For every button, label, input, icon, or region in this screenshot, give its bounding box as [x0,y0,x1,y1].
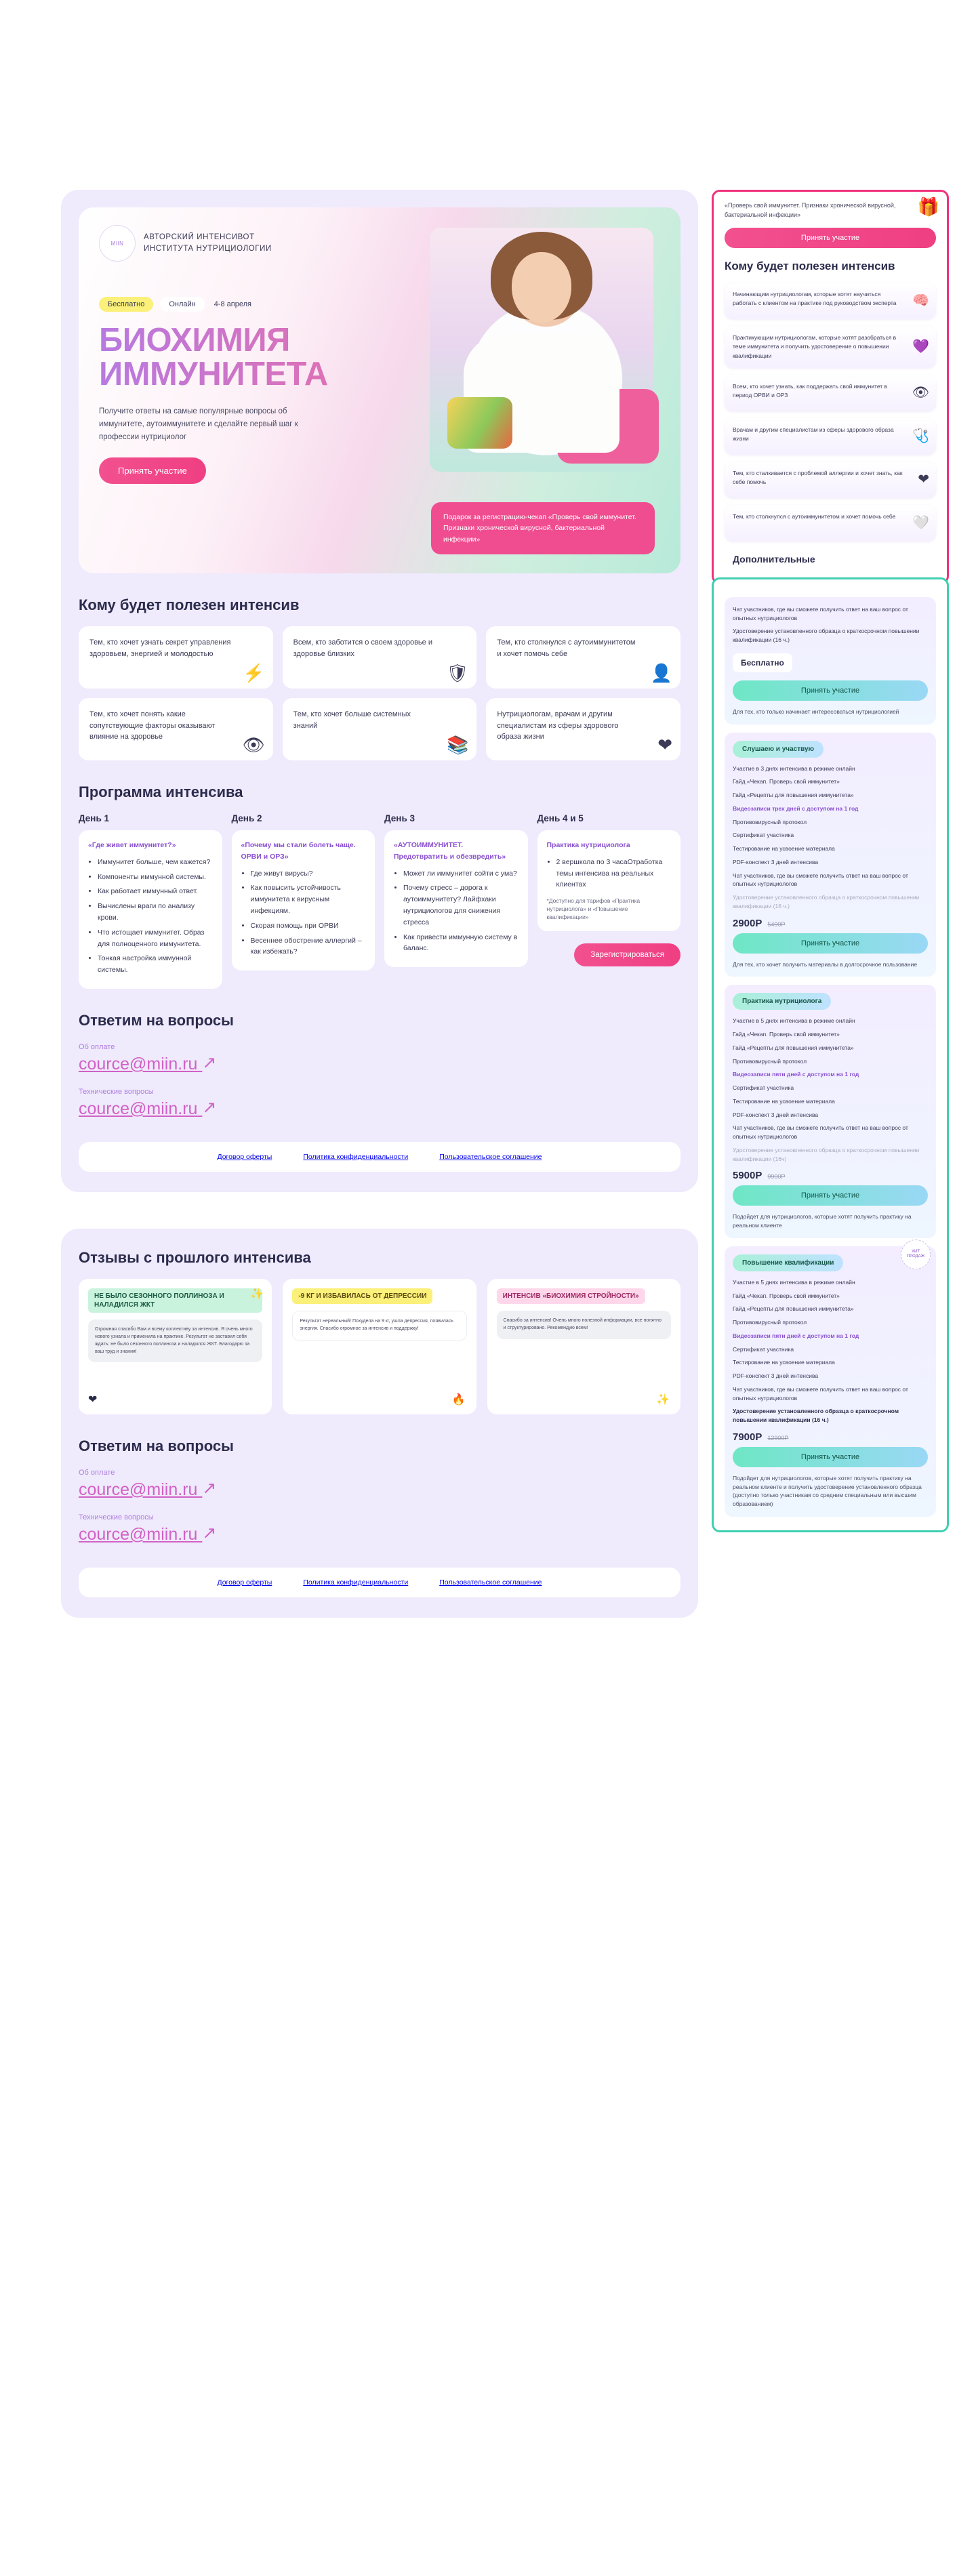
stethoscope-icon: 🩺 [912,428,929,444]
day-head: День 4 и 5 [537,813,584,823]
tariff-item: PDF-конспект 3 дней интенсива [733,1372,819,1380]
main-card [61,190,698,1192]
brand-logo-icon: MIIN [99,225,136,262]
day-item: • 2 вершкола по 3 часаОтработка темы интенсива на реальных клиентах [556,857,672,891]
brand-line-2: ИНСТИТУТА НУТРИЦИОЛОГИИ [144,245,272,253]
program-days-grid [79,813,680,989]
panel-top-note: «Проверь свой иммунитет. Признаки хронической вирусной, бактериальной инфекции» [725,202,896,218]
badge-free: Бесплатно [99,297,153,312]
tariff-footnote: Для тех, кто хочет получить материалы в долгосрочное пользование [733,960,918,968]
day-item: • Вычислены враги по анализу крови. [98,901,213,924]
arrow-up-right-icon: ↗ [202,1478,217,1498]
day-item: • Как привести иммунную систему в баланс. [403,932,518,955]
extra-title: Дополнительные [725,548,824,570]
day-item: • Тонкая настройка иммунной системы. [98,953,213,976]
tariff-name: Практика нутрициолога [733,993,831,1010]
gift-icon: 🎁 [917,197,939,217]
free-bullet: Удостоверение установленного образца о краткосрочном повышении квалификации (16 ч.) [733,628,920,644]
who-card-text: Нутрициологам, врачам и другим специалистам из сферы здорового образа жизни [497,710,619,741]
sparkle-icon: ✨ [656,1393,670,1406]
arrow-up-right-icon: ↗ [202,1523,217,1542]
questions-title: Ответим на вопросы [79,1011,234,1029]
landing-page-column [61,190,698,1618]
review-body: Спасибо за интенсив! Очень много полезной информации, все понятно и структурировано. Рекомендую всем! [497,1311,671,1339]
face-shape [512,252,571,323]
panel-who-card [725,505,936,541]
hero-title-line-2: ИММУНИТЕТА [99,355,328,392]
panel-who-card [725,283,936,319]
tariff-item: Противовирусный протокол [733,818,807,825]
tariff-name: Повышение квалификации [733,1254,843,1271]
program-day-3 [384,813,528,967]
tariff-free [725,597,936,724]
tariff-item: Противовирусный протокол [733,1319,807,1326]
day-item: • Иммунитет больше, чем кажется? [98,857,213,868]
tariff-item: Гайд «Чекап. Проверь свой иммунитет» [733,1031,840,1038]
arrow-up-right-icon: ↗ [202,1052,217,1072]
tech-email-link-2[interactable] [79,1524,216,1545]
tech-questions-label: Технические вопросы [79,1087,154,1096]
footer-link-offer-2[interactable]: Договор оферты [217,1578,272,1587]
payment-email-link-2[interactable] [79,1479,216,1500]
who-card-text: Тем, кто хочет узнать секрет управления здоровьем, энергией и молодостью [89,638,231,658]
person-icon: 👤 [650,663,672,683]
books-icon: 📚 [446,735,469,755]
reviews-card [61,1229,698,1618]
tariff-item-highlight: Видеозаписи трех дней с доступом на 1 год [733,804,859,812]
program-section-title: Программа интенсива [79,783,243,800]
day-card [79,830,222,989]
tariff-item-bold: Удостоверение установленного образца о краткосрочном повышении квалификации (16 ч.) [733,1408,899,1424]
day-card [384,830,528,967]
tariff-item: Сертификат участника [733,1345,794,1353]
day-item: • Компоненты иммунной системы. [98,872,213,883]
tariff-name: Слушаею и участвую [733,741,824,758]
review-tag: НЕ БЫЛО СЕЗОННОГО ПОЛЛИНОЗА И НАЛАДИЛСЯ ЖКТ [88,1288,262,1313]
purple-heart-icon: 💜 [912,339,929,354]
tariff-footnote: Подойдет для нутрициологов, которые хотят получить практику на реальном клиенте [733,1213,912,1229]
day-question: «АУТОИММУНИТЕТ. Предотвратить и обезвредить» [394,841,506,861]
badge-date: 4-8 апреля [214,300,251,308]
review-card [79,1279,272,1414]
who-section-title: Кому будет полезен интенсив [79,596,300,613]
shield-icon: 🛡 [446,663,469,683]
reviews-title: Отзывы с прошлого интенсива [79,1248,311,1266]
program-day-4-5 [537,813,681,966]
tariff-item: Чат участников, где вы сможете получить ответ на ваш вопрос от опытных нутрициологов [733,1124,908,1141]
review-tag: -9 КГ И ИЗБАВИЛАСЬ ОТ ДЕПРЕССИИ [292,1288,432,1304]
footer-link-terms[interactable]: Пользовательское соглашение [439,1152,542,1161]
review-card [283,1279,476,1414]
heart-icon: ❤ [918,472,929,487]
tariff-listen [725,733,936,977]
footer-link-privacy[interactable]: Политика конфиденциальности [303,1152,409,1161]
register-button[interactable]: Зарегистрироваться [574,943,680,966]
day-item: • Как работает иммунный ответ. [98,886,213,897]
tariff-qualification [725,1246,936,1517]
panel-top-cta[interactable]: Принять участие [725,228,936,248]
day-question: «Где живет иммунитет?» [88,841,176,849]
day-card [537,830,681,931]
reviews-grid [79,1279,680,1414]
panel-who-text: Всем, кто хочет узнать, как поддержать свой иммунитет в период ОРВИ и ОРЗ [733,382,888,398]
day-head: День 3 [384,813,415,823]
heart-icon: ❤ [657,735,672,755]
tariff-price-old: 5490Р [767,920,786,928]
selected-region-pink [712,190,949,584]
footer [79,1142,680,1172]
tariff-cta-button[interactable]: Принять участие [733,1447,928,1467]
footer-2 [79,1568,680,1597]
who-card-text: Тем, кто столкнулся с аутоиммунитетом и хочет помочь себе [497,638,636,658]
payment-questions-label: Об оплате [79,1042,115,1051]
review-tag: ИНТЕНСИВ «БИОХИМИЯ СТРОЙНОСТИ» [497,1288,645,1304]
tariff-item: Сертификат участника [733,832,794,839]
selected-region-teal [712,577,949,1532]
tariff-item: Участие в 5 днях интенсива в режиме онлайн [733,1278,855,1286]
day-items [394,868,518,955]
who-card-text: Всем, кто заботится о своем здоровье и здоровье близких [293,638,432,658]
panel-who-text: Практикующим нутрициологам, которые хотят разобраться в теме иммунитета и получить удостоверение о повышении квалификации [733,334,897,359]
who-card-text: Тем, кто хочет понять какие сопутствующие факторы оказывают влияние на здоровье [89,710,216,741]
day-card [232,830,375,970]
lightning-icon: ⚡ [243,663,265,683]
free-footnote: Для тех, кто только начинает интересоваться нутрициологией [733,708,899,715]
tariff-cta-button[interactable]: Принять участие [733,1185,928,1206]
panel-who-card [725,418,936,455]
who-card [486,626,680,689]
panel-who-card [725,462,936,498]
selection-panel-column [712,190,949,1532]
hero-section [79,207,680,573]
tariff-item: Тестирование на усвоение материала [733,845,835,853]
panel-who-text: Врачам и другим специалистам из сферы здорового образа жизни [733,426,894,442]
day-head: День 1 [79,813,110,823]
tariff-price-row [733,1170,928,1181]
day-item: • Скорая помощь при ОРВИ [251,920,366,932]
tariff-item: Гайд «Чекап. Проверь свой иммунитет» [733,778,840,785]
day-items [547,857,672,891]
panel-who-text: Тем, кто столкнулся с аутоиммунитетом и хочет помочь себе [733,512,896,520]
program-day-1 [79,813,222,989]
day-head: День 2 [231,813,262,823]
tariff-item: Сертификат участника [733,1084,794,1092]
free-cta-button[interactable]: Принять участие [733,680,928,701]
free-price-label: Бесплатно [733,653,792,672]
payment-email-text: cource@miin.ru [79,1054,198,1074]
payment-email-text-2: cource@miin.ru [79,1479,198,1499]
day-note: *Доступно для тарифов «Практика нутрициолога» и «Повышение квалификации» [546,897,640,920]
day-items [88,857,213,976]
tariff-item: Участие в 5 днях интенсива в режиме онлайн [733,1017,855,1025]
tariff-item: Чат участников, где вы сможете получить ответ на ваш вопрос от опытных нутрициологов [733,1385,908,1402]
tariff-item: Гайд «Рецепты для повышения иммунитета» [733,1044,854,1051]
tech-email-link[interactable] [79,1099,216,1119]
tariff-item-highlight: Видеозаписи пяти дней с доступом на 1 год [733,1071,859,1078]
hero-cta-button[interactable]: Принять участие [99,457,206,484]
tariff-item-highlight: Видеозаписи пяти дней с доступом на 1 год [733,1332,859,1339]
day-item: • Может ли иммунитет сойти с ума? [403,868,518,880]
day-item: • Весеннее обострение аллергий – как избежать? [251,935,366,958]
panel-who-card [725,326,936,368]
panel-who-card [725,375,936,411]
who-cards-grid [79,626,680,760]
white-heart-icon: 🤍 [912,515,929,531]
tariff-item: Тестирование на усвоение материала [733,1359,835,1366]
tariff-price-row [733,918,928,929]
heart-icon: ❤ [88,1393,98,1406]
who-card-text: Тем, кто хочет больше системных знаний [293,710,411,730]
eye-icon: 👁 [242,735,265,755]
free-bullets [733,605,928,645]
tariff-items [733,764,928,911]
eye-icon: 👁 [912,385,929,401]
questions-title-2: Ответим на вопросы [79,1437,234,1454]
panel-who-text: Тем, кто сталкивается с проблемой аллергии и хочет знать, как себе помочь [733,469,903,485]
day-item: • Где живут вирусы? [251,868,366,880]
payment-email-link[interactable] [79,1054,216,1074]
sparkle-icon: ✨ [250,1288,264,1300]
tariff-item: Чат участников, где вы сможете получить ответ на ваш вопрос от опытных нутрициологов [733,872,908,888]
review-body: Результат нереальный! Похудела на 9 кг, ушла депрессия, появилась энергия. Спасибо огромное за интенсив и поддержку! [292,1311,466,1341]
tariff-items [733,1278,928,1425]
hero-subtitle: Получите ответы на самые популярные вопросы об иммунитете, аутоиммунитете и сделайте первый шаг к профессии нутрициолог [99,407,298,441]
hero-photo [430,228,653,472]
who-card [283,698,477,760]
tariff-price: 5900Р [733,1170,762,1182]
tariff-item: Участие в 3 днях интенсива в режиме онлайн [733,764,855,772]
tariff-item: PDF-конспект 3 дней интенсива [733,1111,819,1118]
tariff-price: 2900Р [733,917,762,929]
tariff-items [733,1017,928,1163]
tariff-item: PDF-конспект 3 дней интенсива [733,858,819,865]
tech-email-text: cource@miin.ru [79,1099,198,1118]
badge-online: Онлайн [160,297,204,312]
review-body: Огромная спасибо Вам и всему коллективу за интенсив. Я очень много нового узнала и применила на практике. Результат не заставил себя ждать: не было сезонного поллиноза и наладился ЖКТ. Благодарю за ваш труд и знания! [88,1320,262,1362]
day-item: • Почему стресс – дорога к аутоиммунитету? Лайфхаки нутрициологов для снижения стресса [403,882,518,928]
tariff-price-row [733,1431,928,1443]
tariff-practice [725,985,936,1238]
tariff-item-muted: Удостоверение установленного образца о краткосрочном повышении квалификации (16 ч.) [733,894,920,909]
who-card [79,626,273,689]
tariff-price-old: 12900Р [767,1434,789,1442]
day-item: • Как повысить устойчивость иммунитета к вирусным инфекциям. [251,882,366,916]
tariff-item: Противовирусный протокол [733,1057,807,1065]
fire-icon: 🔥 [451,1393,466,1406]
tariff-footnote: Подойдет для нутрициологов, которые хотят получить практику на реальном клиенте и получить удостоверение установленного образца (доступно только участникам со средним специальным или высшим образованием) [733,1474,922,1508]
footer-link-terms-2[interactable]: Пользовательское соглашение [439,1578,542,1587]
arrow-up-right-icon: ↗ [202,1097,217,1117]
panel-who-title: Кому будет полезен интенсив [725,260,895,272]
day-item: • Что истощает иммунитет. Образ для полноценного иммунитета. [98,927,213,950]
tariff-price: 7900Р [733,1431,762,1443]
tech-questions-label-2: Технические вопросы [79,1513,154,1521]
tariff-item: Гайд «Чекап. Проверь свой иммунитет» [733,1292,840,1299]
vegetables-shape [447,397,512,449]
review-card [487,1279,680,1414]
tariff-item-muted: Удостоверение установленного образца о краткосрочном повышении квалификации (16ч) [733,1146,920,1162]
tariff-item: Гайд «Рецепты для повышения иммунитета» [733,1305,854,1313]
panel-who-text: Начинающим нутрициологам, которые хотят научиться работать с клиентом на практике под руководством эксперта [733,291,897,307]
who-card [283,626,477,689]
tariff-item: Тестирование на усвоение материала [733,1097,835,1105]
brain-icon: 🧠 [912,293,929,308]
day-question: Практика нутрициолога [546,841,630,849]
who-card [486,698,680,760]
free-bullet: Чат участников, где вы сможете получить ответ на ваш вопрос от опытных нутрициологов [733,605,908,621]
footer-link-offer[interactable]: Договор оферты [217,1152,272,1161]
tariff-cta-button[interactable]: Принять участие [733,933,928,954]
payment-questions-label-2: Об оплате [79,1468,115,1477]
bestseller-sticker: ХИТ ПРОДАЖ [901,1240,931,1269]
hero-title-line-1: БИОХИМИЯ [99,322,290,359]
brand-text [144,232,272,255]
gift-note: Подарок за регистрацию-чекап «Проверь свой иммунитет. Признаки хронической вирусной, бактериальной инфекции» [431,502,655,554]
who-card [79,698,273,760]
day-items [241,868,366,958]
day-question: «Почему мы стали болеть чаще. ОРВИ и ОРЗ» [241,841,356,861]
brand-line-1: АВТОРСКИЙ ИНТЕНСИВОТ [144,232,255,241]
tech-email-text-2: cource@miin.ru [79,1524,198,1544]
footer-link-privacy-2[interactable]: Политика конфиденциальности [303,1578,409,1587]
program-day-2 [232,813,375,970]
tariff-price-old: 9900Р [767,1173,786,1181]
tariff-item: Гайд «Рецепты для повышения иммунитета» [733,792,854,799]
